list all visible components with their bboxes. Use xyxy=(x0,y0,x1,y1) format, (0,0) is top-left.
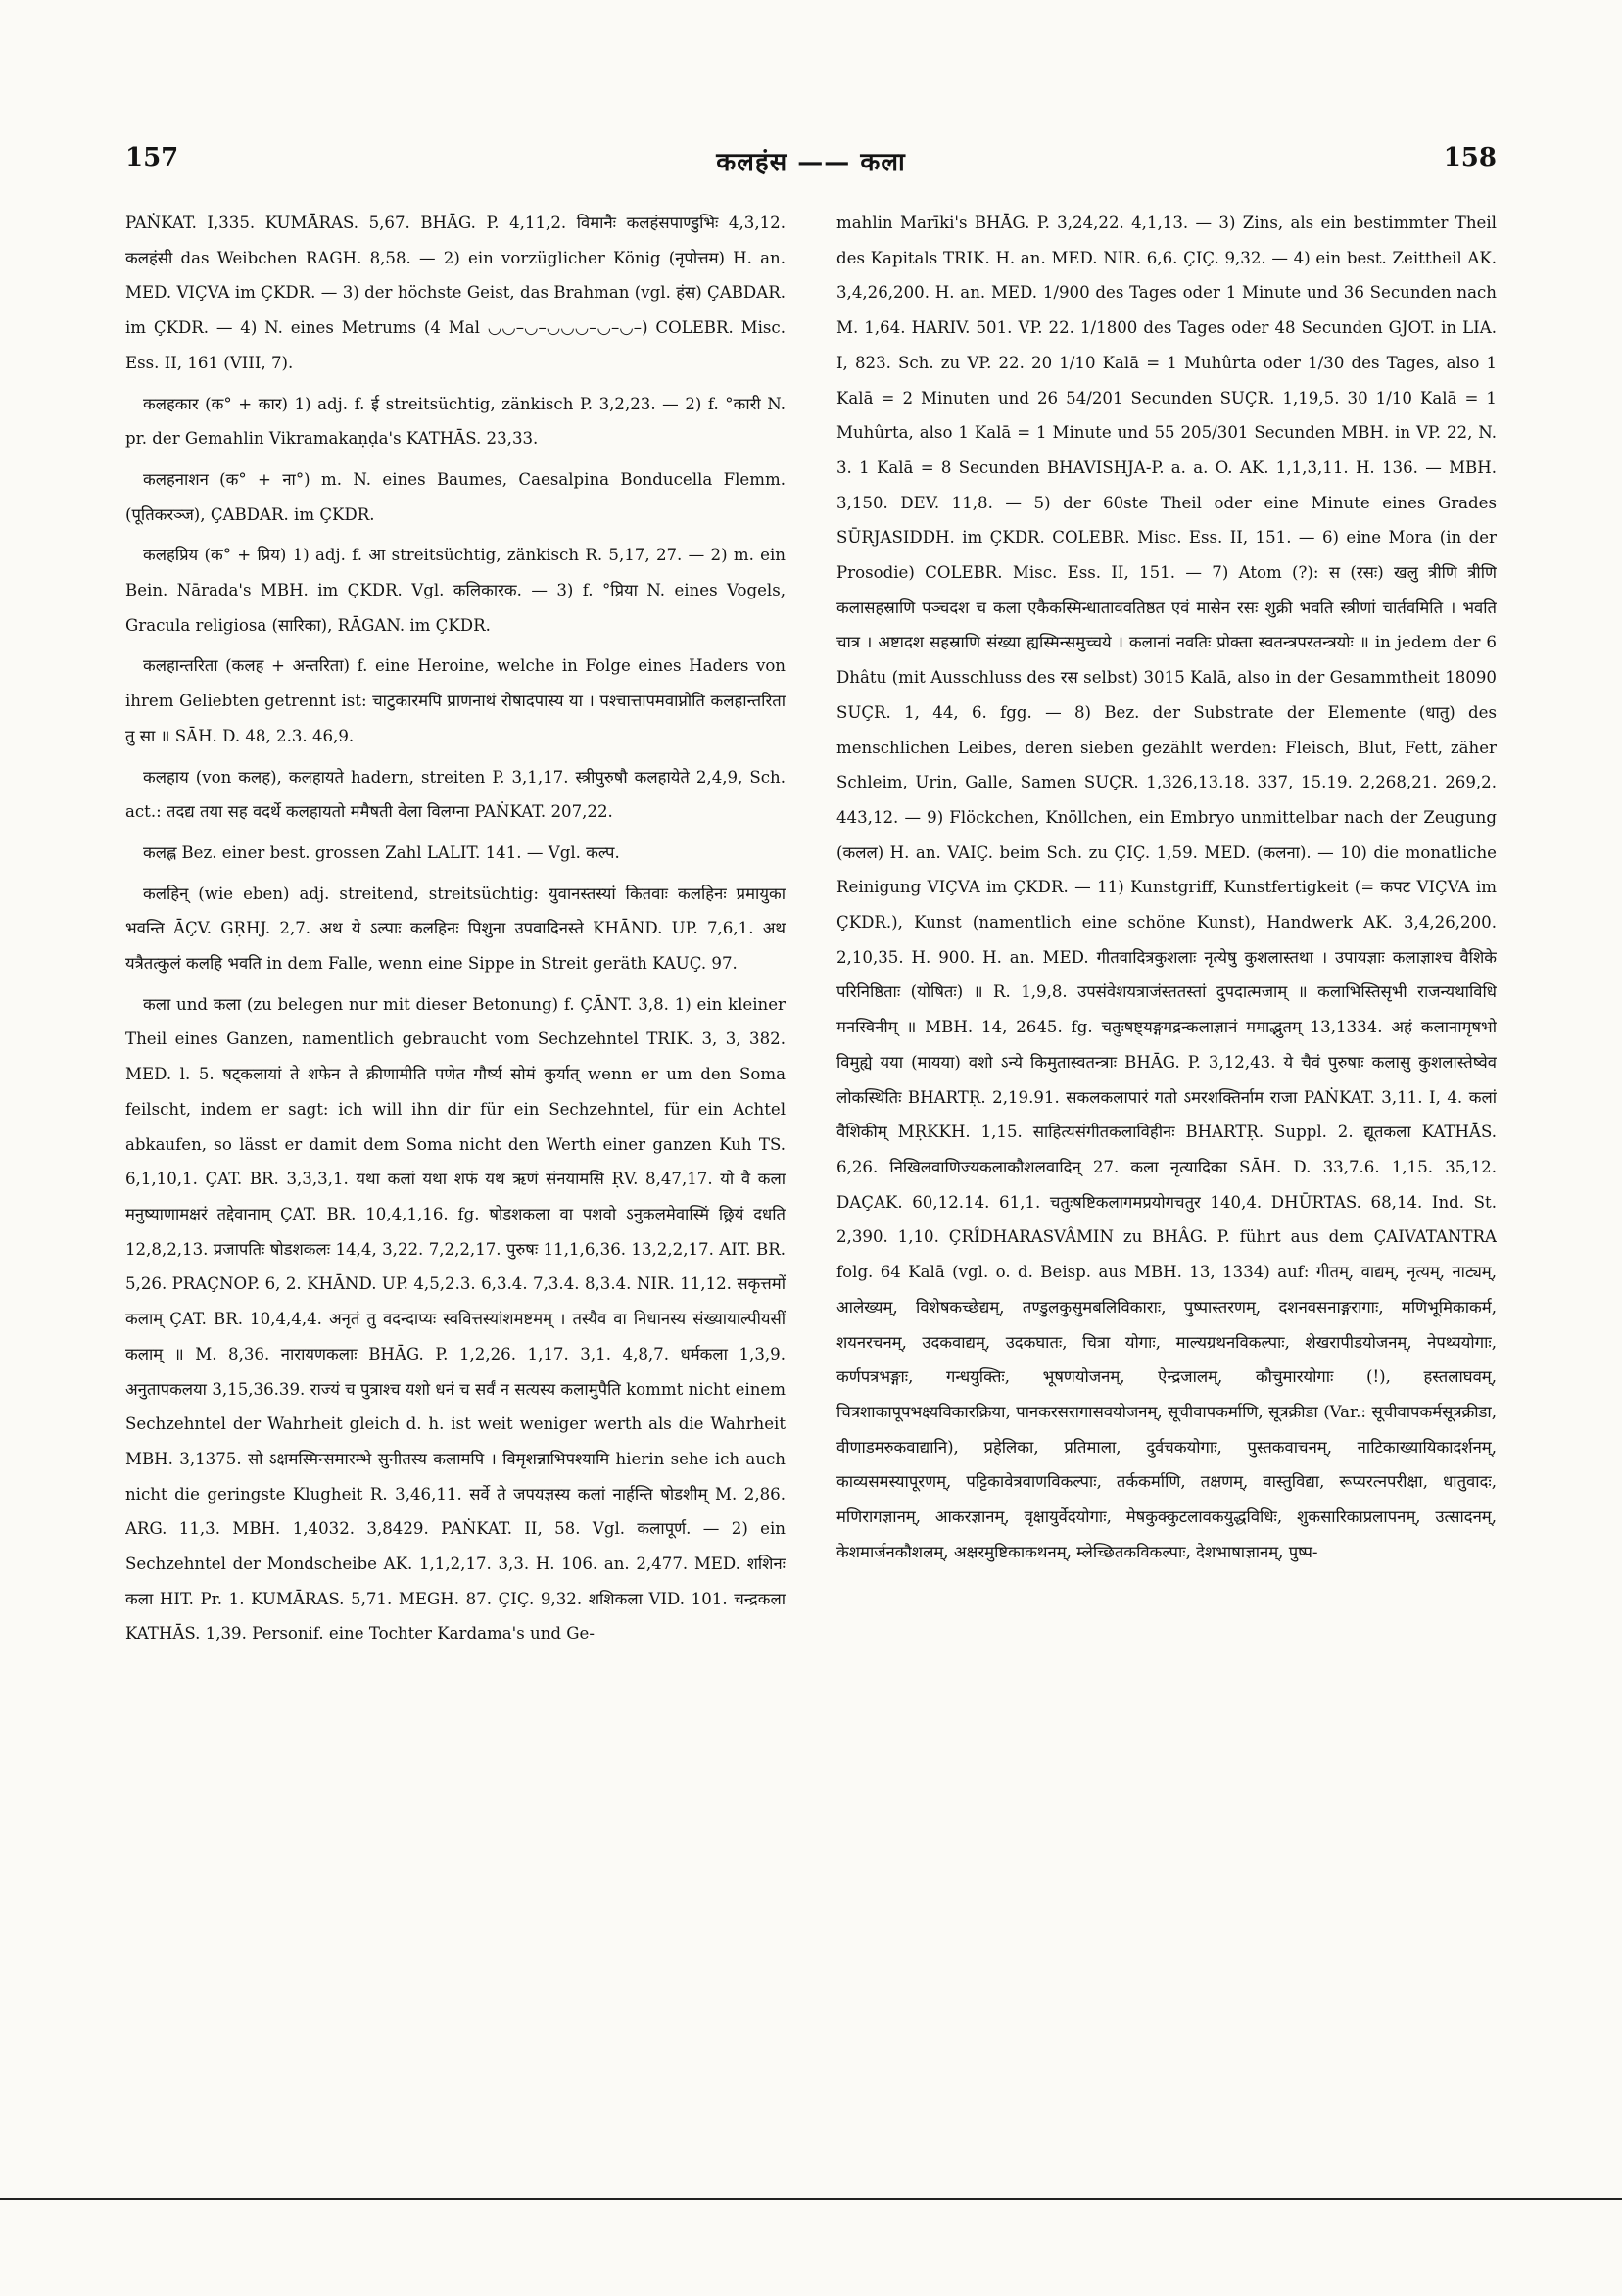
footer-rule xyxy=(0,2198,1622,2200)
entry-kalahla: कलह्ल Bez. einer best. grossen Zahl LALIT. 141. — Vgl. कल्प. xyxy=(143,842,620,862)
right-column xyxy=(836,206,1497,2145)
right-page-number: 158 xyxy=(1443,143,1497,172)
entry-kalahapriya: कलहप्रिय (क° + प्रिय) 1) adj. f. आ streitsüchtig, zänkisch R. 5,17, 27. — 2) m. ein Bein. Nārada's MBH. im ÇKDR. Vgl. कलिकारक. — 3) f. °प्रिया N. eines Vogels, Gracula religiosa (सारिका), RĀGAN. im ÇKDR. xyxy=(125,546,786,635)
page-header xyxy=(125,143,1497,182)
entry-kalahin: कलहिन् (wie eben) adj. streitend, streitsüchtig: युवानस्तस्यां कितवाः कलहिनः प्रमायुका भवन्ति ĀÇV. GṚHJ. 2,7. अथ ये ऽल्पाः कलहिनः पिशुना उपवादिनस्ते KHĀND. UP. 7,6,1. अथ यत्रैतत्कुलं कलहि भवति in dem Falle, wenn eine Sippe in Streit geräth KAUÇ. 97. xyxy=(125,884,786,974)
entry-kalahaya: कलहाय (von कलह), कलहायते hadern, streiten P. 3,1,17. स्त्रीपुरुषौ कलहायेते 2,4,9, Sch. act.: तदद्य तया सह वदर्थे कलहायतो ममैषती वेला विलग्ना PAṄKAT. 207,22. xyxy=(125,767,786,822)
entry-kalahantarita: कलहान्तरिता (कलह + अन्तरिता) f. eine Heroine, welche in Folge eines Haders von ihrem Geliebten getrennt ist: चाटुकारमपि प्राणनाथं रोषादपास्य या । पश्चात्तापमवाप्नोति कलहान्तरिता तु सा ॥ SĀH. D. 48, 2.3. 46,9. xyxy=(125,656,786,745)
entry-continuation: PAṄKAT. I,335. KUMĀRAS. 5,67. BHĀG. P. 4,11,2. विमानैः कलहंसपाण्डुभिः 4,3,12. कलहंसी das Weibchen RAGH. 8,58. — 2) ein vorzüglicher König (नृपोत्तम) H. an. MED. VIÇVA im ÇKDR. — 3) der höchste Geist, das Brahman (vgl. हंस) ÇABDAR. im ÇKDR. — 4) N. eines Metrums (4 Mal ◡◡–◡–◡◡◡–◡–◡–) COLEBR. Misc. Ess. II, 161 (VIII, 7). xyxy=(125,214,786,372)
running-head: कलहंस —— कला xyxy=(716,148,906,177)
entry-kala: कला und कला (zu belegen nur mit dieser Betonung) f. ÇĀNT. 3,8. 1) ein kleiner Theil eines Ganzen, namentlich gebraucht vom Sechzehntel TRIK. 3, 3, 382. MED. l. 5. षट्कलायां ते शफेन ते क्रीणामीति पणेत गौर्ष्य सोमं कुर्यात् wenn er um den Soma feilscht, indem er sagt: ich will ihn dir für ein Sechzehntel, für ein Achtel abkaufen, so lässt er damit dem Soma nicht den Werth einer ganzen Kuh TS. 6,1,10,1. ÇAT. BR. 3,3,3,1. यथा कलां यथा शफं यथ ऋणं संनयामसि ṚV. 8,47,17. यो वै कला मनुष्याणामक्षरं तद्देवानाम् ÇAT. BR. 10,4,1,16. fg. षोडशकला वा पशवो ऽनुकलमेवास्मिं छ्रियं दधति 12,8,2,13. प्रजापतिः षोडशकलः 14,4, 3,22. 7,2,2,17. पुरुषः 11,1,6,36. 13,2,2,17. AIT. BR. 5,26. PRAÇNOP. 6, 2. KHĀND. UP. 4,5,2.3. 6,3.4. 7,3.4. 8,3.4. NIR. 11,12. सकृत्तमों कलाम् ÇAT. BR. 10,4,4,4. अनृतं तु वदन्दाप्यः स्ववित्तस्यांशमष्टमम् । तस्यैव वा निधानस्य संख्यायाल्पीयसीं कलाम् ॥ M. 8,36. नारायणकलाः BHĀG. P. 1,2,26. 1,17. 3,1. 4,8,7. धर्मकला 1,3,9. अनुतापकलया 3,15,36.39. राज्यं च पुत्राश्च यशो धनं च सर्वं न सत्यस्य कलामुपैति kommt nicht einem Sechzehntel der Wahrheit gleich d. h. ist weit weniger werth als die Wahrheit MBH. 3,1375. सो ऽक्षमस्मिन्समारम्भे सुनीतस्य कलामपि । विमृशन्नाभिपश्यामि hierin sehe ich auch nicht die geringste Klugheit R. 3,46,11. सर्वे ते जपयज्ञस्य कलां नार्हन्ति षोडशीम् M. 2,86. ARG. 11,3. MBH. 1,4032. 3,8429. PAṄKAT. II, 58. Vgl. कलापूर्ण. — 2) ein Sechzehntel der Mondscheibe AK. 1,1,2,17. 3,3. H. 106. an. 2,477. MED. शशिनः कला HIT. Pr. 1. KUMĀRAS. 5,71. MEGH. 87. ÇIÇ. 9,32. शशिकला VID. 101. चन्द्रकला KATHĀS. 1,39. Personif. eine Tochter Kardama's und Ge- xyxy=(125,994,786,1644)
entry-kalahakara: कलहकार (क° + कार) 1) adj. f. ई streitsüchtig, zänkisch P. 3,2,23. — 2) f. °कारी N. pr. der Gemahlin Vikramakaṇḍa's KATHĀS. 23,33. xyxy=(125,394,786,449)
entry-kalahanashana: कलहनाशन (क° + ना°) m. N. eines Baumes, Caesalpina Bonducella Flemm. (पूतिकरञ्ज), ÇABDAR. im ÇKDR. xyxy=(125,469,786,524)
left-page-number: 157 xyxy=(125,143,179,172)
entry-kala-continued: mahlin Marīki's BHĀG. P. 3,24,22. 4,1,13. — 3) Zins, als ein bestimmter Theil des Kapitals TRIK. H. an. MED. NIR. 6,6. ÇIÇ. 9,32. — 4) ein best. Zeittheil AK. 3,4,26,200. H. an. MED. 1/900 des Tages oder 1 Minute und 36 Secunden nach M. 1,64. HARIV. 501. VP. 22. 1/1800 des Tages oder 48 Secunden GJOT. in LIA. I, 823. Sch. zu VP. 22. 20 1/10 Kalā = 1 Muhûrta oder 1/30 des Tages, also 1 Kalā = 2 Minuten und 26 54/201 Secunden SUÇR. 1,19,5. 30 1/10 Kalā = 1 Muhûrta, also 1 Kalā = 1 Minute und 55 205/301 Secunden MBH. in VP. 22, N. 3. 1 Kalā = 8 Secunden BHAVISHJA-P. a. a. O. AK. 1,1,3,11. H. 136. — MBH. 3,150. DEV. 11,8. — 5) der 60ste Theil oder eine Minute eines Grades SŪRJASIDDH. im ÇKDR. COLEBR. Misc. Ess. II, 151. — 6) eine Mora (in der Prosodie) COLEBR. Misc. Ess. II, 151. — 7) Atom (?): स (रसः) खलु त्रीणि त्रीणि कलासहस्राणि पञ्चदश च कला एकैकस्मिन्धाताववतिष्ठत एवं मासेन रसः शुक्री भवति स्त्रीणां चार्तवमिति । भवति चात्र । अष्टादश सहस्राणि संख्या ह्यस्मिन्समुच्चये । कलानां नवतिः प्रोक्ता स्वतन्त्रपरतन्त्रयोः ॥ in jedem der 6 Dhâtu (mit Ausschluss des रस selbst) 3015 Kalā, also in der Gesammtheit 18090 SUÇR. 1, 44, 6. fgg. — 8) Bez. der Substrate der Elemente (धातु) des menschlichen Leibes, deren sieben gezählt werden: Fleisch, Blut, Fett, zäher Schleim, Urin, Galle, Samen SUÇR. 1,326,13.18. 337, 15.19. 2,268,21. 269,2. 443,12. — 9) Flöckchen, Knöllchen, ein Embryo unmittelbar nach der Zeugung (कलल) H. an. VAIÇ. beim Sch. zu ÇIÇ. 1,59. MED. (कलना). — 10) die monatliche Reinigung VIÇVA im ÇKDR. — 11) Kunstgriff, Kunstfertigkeit (= कपट VIÇVA im ÇKDR.), Kunst (namentlich eine schöne Kunst), Handwerk AK. 3,4,26,200. 2,10,35. H. 900. H. an. MED. गीतवादित्रकुशलाः नृत्येषु कुशलास्तथा । उपायज्ञाः कलाज्ञाश्च वैशिके परिनिष्ठिताः (योषितः) ॥ R. 1,9,8. उपसंवेशयत्राजंस्ततस्तां दुपदात्मजाम् ॥ कलाभिस्तिसृभी राजन्यथाविधि मनस्विनीम् ॥ MBH. 14, 2645. fg. चतुःषष्ट्यङ्गमद्रन्कलाज्ञानं ममाद्भुतम् 13,1334. अहं कलानामृषभो विमुह्ये यया (मायया) वशो ऽन्ये किमुतास्वतन्त्राः BHĀG. P. 3,12,43. ये चैवं पुरुषाः कलासु कुशलास्तेष्वेव लोकस्थितिः BHARTṚ. 2,19.91. सकलकलापारं गतो ऽमरशक्तिर्नाम राजा PAṄKAT. 3,11. I, 4. कलां वैशिकीम् MṚKKH. 1,15. साहित्यसंगीतकलाविहीनः BHARTṚ. Suppl. 2. द्यूतकला KATHĀS. 6,26. निखिलवाणिज्यकलाकौशलवादिन् 27. कला नृत्यादिका SĀH. D. 33,7.6. 1,15. 35,12. DAÇAK. 60,12.14. 61,1. चतुःषष्टिकलागमप्रयोगचतुर 140,4. DHŪRTAS. 68,14. Ind. St. 2,390. 1,10. ÇRÎDHARASVÂMIN zu BHÂG. P. führt aus dem ÇAIVATANTRA folg. 64 Kalā (vgl. o. d. Beisp. aus MBH. 13, 1334) auf: गीतम्, वाद्यम्, नृत्यम्, नाट्यम्, आलेख्यम्, विशेषकच्छेद्यम्, तण्डुलकुसुमबलिविकाराः, पुष्पास्तरणम्, दशनवसनाङ्गरागाः, मणिभूमिकाकर्म, शयनरचनम्, उदकवाद्यम्, उदकघातः, चित्रा योगाः, माल्यग्रथनविकल्पाः, शेखरापीडयोजनम्, नेपथ्ययोगाः, कर्णपत्रभङ्गाः, गन्धयुक्तिः, भूषणयोजनम्, ऐन्द्रजालम्, कौचुमारयोगाः (!), हस्तलाघवम्, चित्रशाकापूपभक्ष्यविकारक्रिया, पानकरसरागासवयोजनम्, सूचीवापकर्माणि, सूत्रक्रीडा (Var.: सूचीवापकर्मसूत्रक्रीडा, वीणाडमरुकवाद्यानि), प्रहेलिका, प्रतिमाला, दुर्वचकयोगाः, पुस्तकवाचनम्, नाटिकाख्यायिकादर्शनम्, काव्यसमस्यापूरणम्, पट्टिकावेत्रवाणविकल्पाः, तर्ककर्माणि, तक्षणम्, वास्तुविद्या, रूप्यरत्नपरीक्षा, धातुवादः, मणिरागज्ञानम्, आकरज्ञानम्, वृक्षायुर्वेदयोगाः, मेषकुक्कुटलावकयुद्धविधिः, शुकसारिकाप्रलापनम्, उत्सादनम्, केशमार्जनकौशलम्, अक्षरमुष्टिकाकथनम्, म्लेच्छितकविकल्पाः, देशभाषाज्ञानम्, पुष्प- xyxy=(836,214,1497,1561)
left-column xyxy=(125,206,786,2145)
